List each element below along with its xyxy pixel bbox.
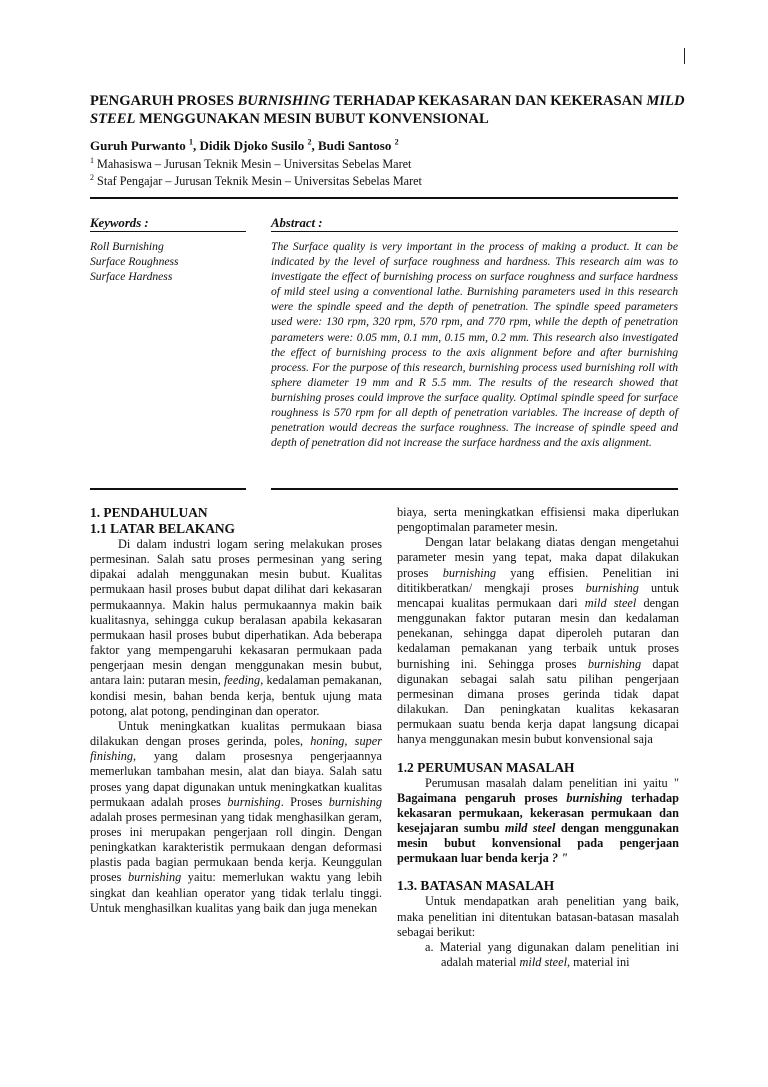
italic-run: honing, super finishing: [90, 734, 382, 764]
text-run: kedalaman pemakanan, kondisi mesin, bahan benda kerja, bentuk ujung mata potong, alat potong, pendinginan dan operator.: [90, 673, 382, 718]
abstract-bottom-rule: [271, 488, 678, 490]
title-text: PENGARUH PROSES: [90, 93, 238, 109]
affiliation-1: [90, 157, 411, 172]
text-run: untuk mencapai kualitas permukaan dari: [397, 580, 679, 610]
abstract-underline: [271, 231, 678, 232]
affil-mark: 2: [90, 172, 94, 182]
text-run: Di dalam industri logam sering melakukan proses permesinan. Salah satu proses permesinan yang sering dipakai adalah menggunakan mesin bubut. Kualitas permukaan hasil proses bubut dapat dilihat dari kekasaran permukaannya. Makin halus permukaannya makin baik kualitasnya, sehingga cukup beralasan apabila kekasaran permukaan hasil proses bubut diperhatikan. Ada beberapa faktor yang mempengaruhi kekasaran permukaan pada pengerjaan mesin dengan menggunakan mesin bubut, antara lain: putaran mesin,: [90, 537, 382, 688]
author-line: [90, 138, 399, 154]
italic-run: burnishing: [328, 794, 382, 809]
author-name: , Didik Djoko Susilo: [192, 138, 308, 153]
limitation-list: [397, 940, 679, 970]
title-italic: MILD STEEL: [90, 93, 685, 127]
abstract-label: Abstract :: [271, 216, 323, 230]
keywords-bottom-rule: [90, 488, 246, 490]
italic-run: feeding,: [224, 673, 264, 688]
title-text: TERHADAP KEKASARAN DAN KEKERASAN: [330, 93, 647, 109]
bold-run: Bagaimana pengaruh proses: [397, 790, 567, 805]
bold-italic-run: ? ": [551, 851, 568, 866]
paragraph: [397, 776, 679, 867]
italic-run: burnishing: [585, 580, 639, 595]
list-item: [425, 940, 679, 970]
affiliation-2: [90, 174, 422, 189]
keyword-item: Surface Hardness: [90, 270, 173, 283]
italic-run: mild steel: [584, 595, 637, 610]
paper-title: [90, 92, 690, 128]
affil-mark: 1: [90, 155, 94, 165]
author-affil-mark: 2: [394, 137, 399, 147]
italic-run: burnishing: [587, 656, 642, 671]
text-run: . Proses: [280, 794, 329, 809]
paragraph: Untuk mendapatkan arah penelitian yang baik, maka penelitian ini ditentukan batasan-batasan masalah sebagai berikut:: [397, 894, 679, 939]
text-run: , yang dalam prosesnya pengerjaannya memerlukan tambahan mesin, alat dan biaya. Salah satu proses yang dapat digunakan untuk meningkatkan kualitas permukaan adalah proses: [90, 749, 382, 809]
paragraph: [397, 535, 679, 747]
author-name: , Budi Santoso: [311, 138, 395, 153]
author-affil-mark: 2: [307, 137, 312, 147]
keywords-label: Keywords :: [90, 216, 149, 230]
italic-run: mild steel: [519, 955, 568, 970]
header-rule: [90, 197, 678, 199]
bold-run: dengan menggunakan mesin bubut konvensional pada pengerjaan permukaan luar benda kerja: [397, 820, 680, 866]
text-run: yaitu: memerlukan waktu yang lebih singkat dan keahlian operator yang tidak terlalu tinggi. Untuk menghasilkan kualitas yang baik dan juga menekan: [90, 870, 382, 915]
text-run: adalah proses permesinan yang tidak menghasilkan geram, proses ini merupakan pengerjaan roll dingin. Dengan peningkatkan karakteristik permukaan dengan deformasi plastis pada bagian permukaan benda kerja. Keunggulan proses: [90, 809, 382, 885]
italic-run: burnishing: [227, 794, 281, 809]
keyword-item: Roll Burnishing: [90, 240, 164, 253]
text-run: dengan menggunakan faktor putaran mesin dan kedalaman penekanan, sehingga dapat diperoleh putaran dan kedalaman pemakanan yang terbaik untuk proses burnishing ini. Sehingga proses: [397, 595, 679, 671]
text-run: yang effisien. Penelitian ini dititikberatkan/ mengkaji proses: [397, 565, 679, 595]
abstract-text: The Surface quality is very important in the process of making a product. It can be indicated by the level of surface roughness and hardness. This research aim was to investigate the effect of burnishing process on surface roughness and surface hardness of mild steel using a conventional lathe. Burnishing parameters used in this research were the spindle speed and the depth of penetration. The spindle speed parameters used were: 130 rpm, 320 rpm, 570 rpm, and 770 rpm, while the depth of penetration parameters were: 0.05 mm, 0.1 mm, 0.15 mm, 0.2 mm. This research also investigated the effect of burnishing process to the axis alignment before and after burnishing process. For the purpose of this research, burnishing process used burnishing roll with sphere diameter 19 mm and R 5.5 mm. The results of the research showed that burnishing proses could improve the surface quality. Optimal spindle speed for surface roughness is 570 rpm for all depth of penetration variables. The increase of depth of penetration would decreas the surface roughness. The increase of spindle speed and depth of penetration did not increase the surface hardness and the axis alignment.: [271, 240, 678, 450]
affil-text: Mahasiswa – Jurusan Teknik Mesin – Universitas Sebelas Maret: [94, 157, 412, 171]
text-run: Dengan latar belakang diatas dengan mengetahui parameter mesin yang tepat, maka dapat dilakukan proses: [397, 535, 679, 580]
bold-run: terhadap kekasaran permukaan, kekerasan permukaan dan kesejajaran sumbu: [397, 790, 679, 835]
text-run: , material ini: [567, 955, 630, 970]
affil-text: Staf Pengajar – Jurusan Teknik Mesin – Universitas Sebelas Maret: [94, 174, 422, 188]
italic-run: burnishing: [127, 870, 182, 885]
page-edge-mark: [684, 48, 685, 64]
bold-italic-run: mild steel: [504, 820, 556, 835]
text-run: a. Material yang digunakan dalam penelitian ini adalah material: [425, 939, 679, 970]
text-run: Untuk meningkatkan kualitas permukaan biasa dilakukan dengan proses gerinda, poles,: [90, 718, 382, 749]
text-run: Perumusan masalah dalam penelitian ini yaitu ": [425, 775, 679, 790]
section-heading-perumusan-masalah: 1.2 PERUMUSAN MASALAH: [397, 759, 575, 775]
author-affil-mark: 1: [188, 137, 193, 147]
section-heading-batasan-masalah: 1.3. BATASAN MASALAH: [397, 878, 555, 894]
author-name: Guruh Purwanto: [90, 138, 189, 153]
title-text: MENGGUNAKAN MESIN BUBUT KONVENSIONAL: [135, 111, 489, 127]
section-heading-latar-belakang: 1.1 LATAR BELAKANG: [90, 521, 235, 536]
keywords-list: [90, 239, 179, 284]
keywords-underline: [90, 231, 246, 232]
text-run: dapat digunakan sebagai salah satu pilihan pengerjaan permesinan dimana proses gerinda tidak dapat dilakukan. Dan peningkatan kualitas kekasaran permukaan suatu benda kerja dapat langsung dicapai hanya menggunakan mesin bubut konvensional saja: [397, 656, 679, 747]
keyword-item: Surface Roughness: [90, 255, 179, 268]
paragraph: [90, 537, 382, 719]
bold-italic-run: burnishing: [566, 790, 623, 805]
title-italic: BURNISHING: [237, 93, 331, 109]
left-column: [90, 505, 382, 916]
section-heading-pendahuluan: 1. PENDAHULUAN: [90, 505, 208, 520]
right-column: [397, 505, 679, 970]
paragraph: [90, 719, 382, 916]
paragraph: biaya, serta meningkatkan effisiensi maka diperlukan pengoptimalan parameter mesin.: [397, 505, 679, 535]
italic-run: burnishing: [442, 565, 497, 580]
